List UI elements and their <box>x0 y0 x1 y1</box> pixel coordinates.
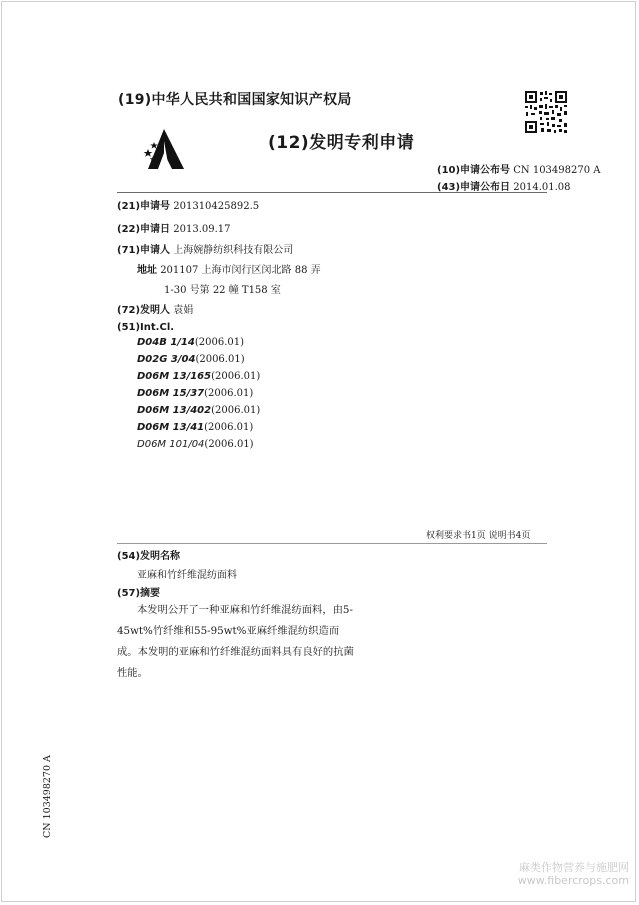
ipc-date: (2006.01) <box>195 354 245 365</box>
address-line-2: 1-30 号第 22 幢 T158 室 <box>164 285 281 296</box>
filing-date-row <box>117 220 231 235</box>
ipc-code: D06M 13/41 <box>137 422 205 433</box>
abstract-label: (57)摘要 <box>117 588 161 599</box>
publication-number-row <box>437 161 601 176</box>
ipc-date: (2006.01) <box>204 439 254 450</box>
ipc-date: (2006.01) <box>194 337 245 348</box>
ipc-code: D06M 13/165 <box>137 371 212 382</box>
publication-date-label: (43)申请公布日 <box>437 182 511 193</box>
address-line-1: 201107 上海市闵行区闵北路 88 弄 <box>160 265 321 276</box>
ipc-item <box>137 405 260 422</box>
publication-number: CN 103498270 A <box>513 165 601 176</box>
ipc-label: (51)Int.Cl. <box>117 322 175 333</box>
site-watermark <box>518 861 629 887</box>
patent-office-name: (19)中华人民共和国国家知识产权局 <box>118 92 352 108</box>
qr-code-icon <box>524 90 568 134</box>
address-label: 地址 <box>137 265 157 276</box>
inventor-row <box>117 301 193 316</box>
watermark-line-2: www.fibercrops.com <box>517 874 629 887</box>
page-count-info: 权利要求书1页 说明书4页 <box>426 531 531 541</box>
ipc-item <box>137 354 260 371</box>
ipc-item <box>137 422 260 439</box>
publication-number-label: (10)申请公布号 <box>437 165 511 176</box>
document-type-title: (12)发明专利申请 <box>268 133 415 153</box>
filing-date: 2013.09.17 <box>173 224 231 235</box>
invention-title: 亚麻和竹纤维混纺面料 <box>137 570 237 581</box>
ipc-item <box>137 439 260 456</box>
side-publication-number: CN 103498270 A <box>42 755 53 838</box>
inventor-name: 袁娟 <box>173 305 194 316</box>
ipc-date: (2006.01) <box>204 388 254 399</box>
watermark-line-1: 麻类作物营养与施肥网 <box>519 861 629 874</box>
application-number: 201310425892.5 <box>173 201 260 212</box>
filing-date-label: (22)申请日 <box>117 224 171 235</box>
ipc-code: D06M 101/04 <box>137 439 205 450</box>
section-divider <box>117 543 547 544</box>
inventor-label: (72)发明人 <box>117 305 171 316</box>
ipc-item <box>137 371 260 388</box>
applicant-label: (71)申请人 <box>117 245 171 256</box>
ipc-date: (2006.01) <box>204 422 254 433</box>
invention-title-label: (54)发明名称 <box>117 551 181 562</box>
address-row <box>137 261 321 276</box>
header-divider <box>117 192 547 193</box>
publication-date: 2014.01.08 <box>513 182 571 193</box>
applicant-row <box>117 241 293 256</box>
ipc-code: D06M 13/402 <box>137 405 212 416</box>
ipc-item <box>137 388 260 405</box>
publication-date-row <box>437 178 571 193</box>
ipc-code: D04B 1/14 <box>137 337 195 348</box>
ipc-list <box>137 337 260 456</box>
ipc-item <box>137 337 260 354</box>
applicant-name: 上海婉静纺织科技有限公司 <box>173 245 294 256</box>
ipc-date: (2006.01) <box>211 371 261 382</box>
cnipa-logo-icon <box>142 125 194 171</box>
ipc-code: D06M 15/37 <box>137 388 205 399</box>
application-number-row <box>117 197 259 212</box>
ipc-code: D02G 3/04 <box>137 354 196 365</box>
ipc-date: (2006.01) <box>211 405 261 416</box>
abstract-text: 本发明公开了一种亚麻和竹纤维混纺面料，由5-45wt%竹纤维和55-95wt%亚麻纤维混纺织造而成。本发明的亚麻和竹纤维混纺面料具有良好的抗菌性能。 <box>117 604 354 679</box>
application-number-label: (21)申请号 <box>117 201 171 212</box>
